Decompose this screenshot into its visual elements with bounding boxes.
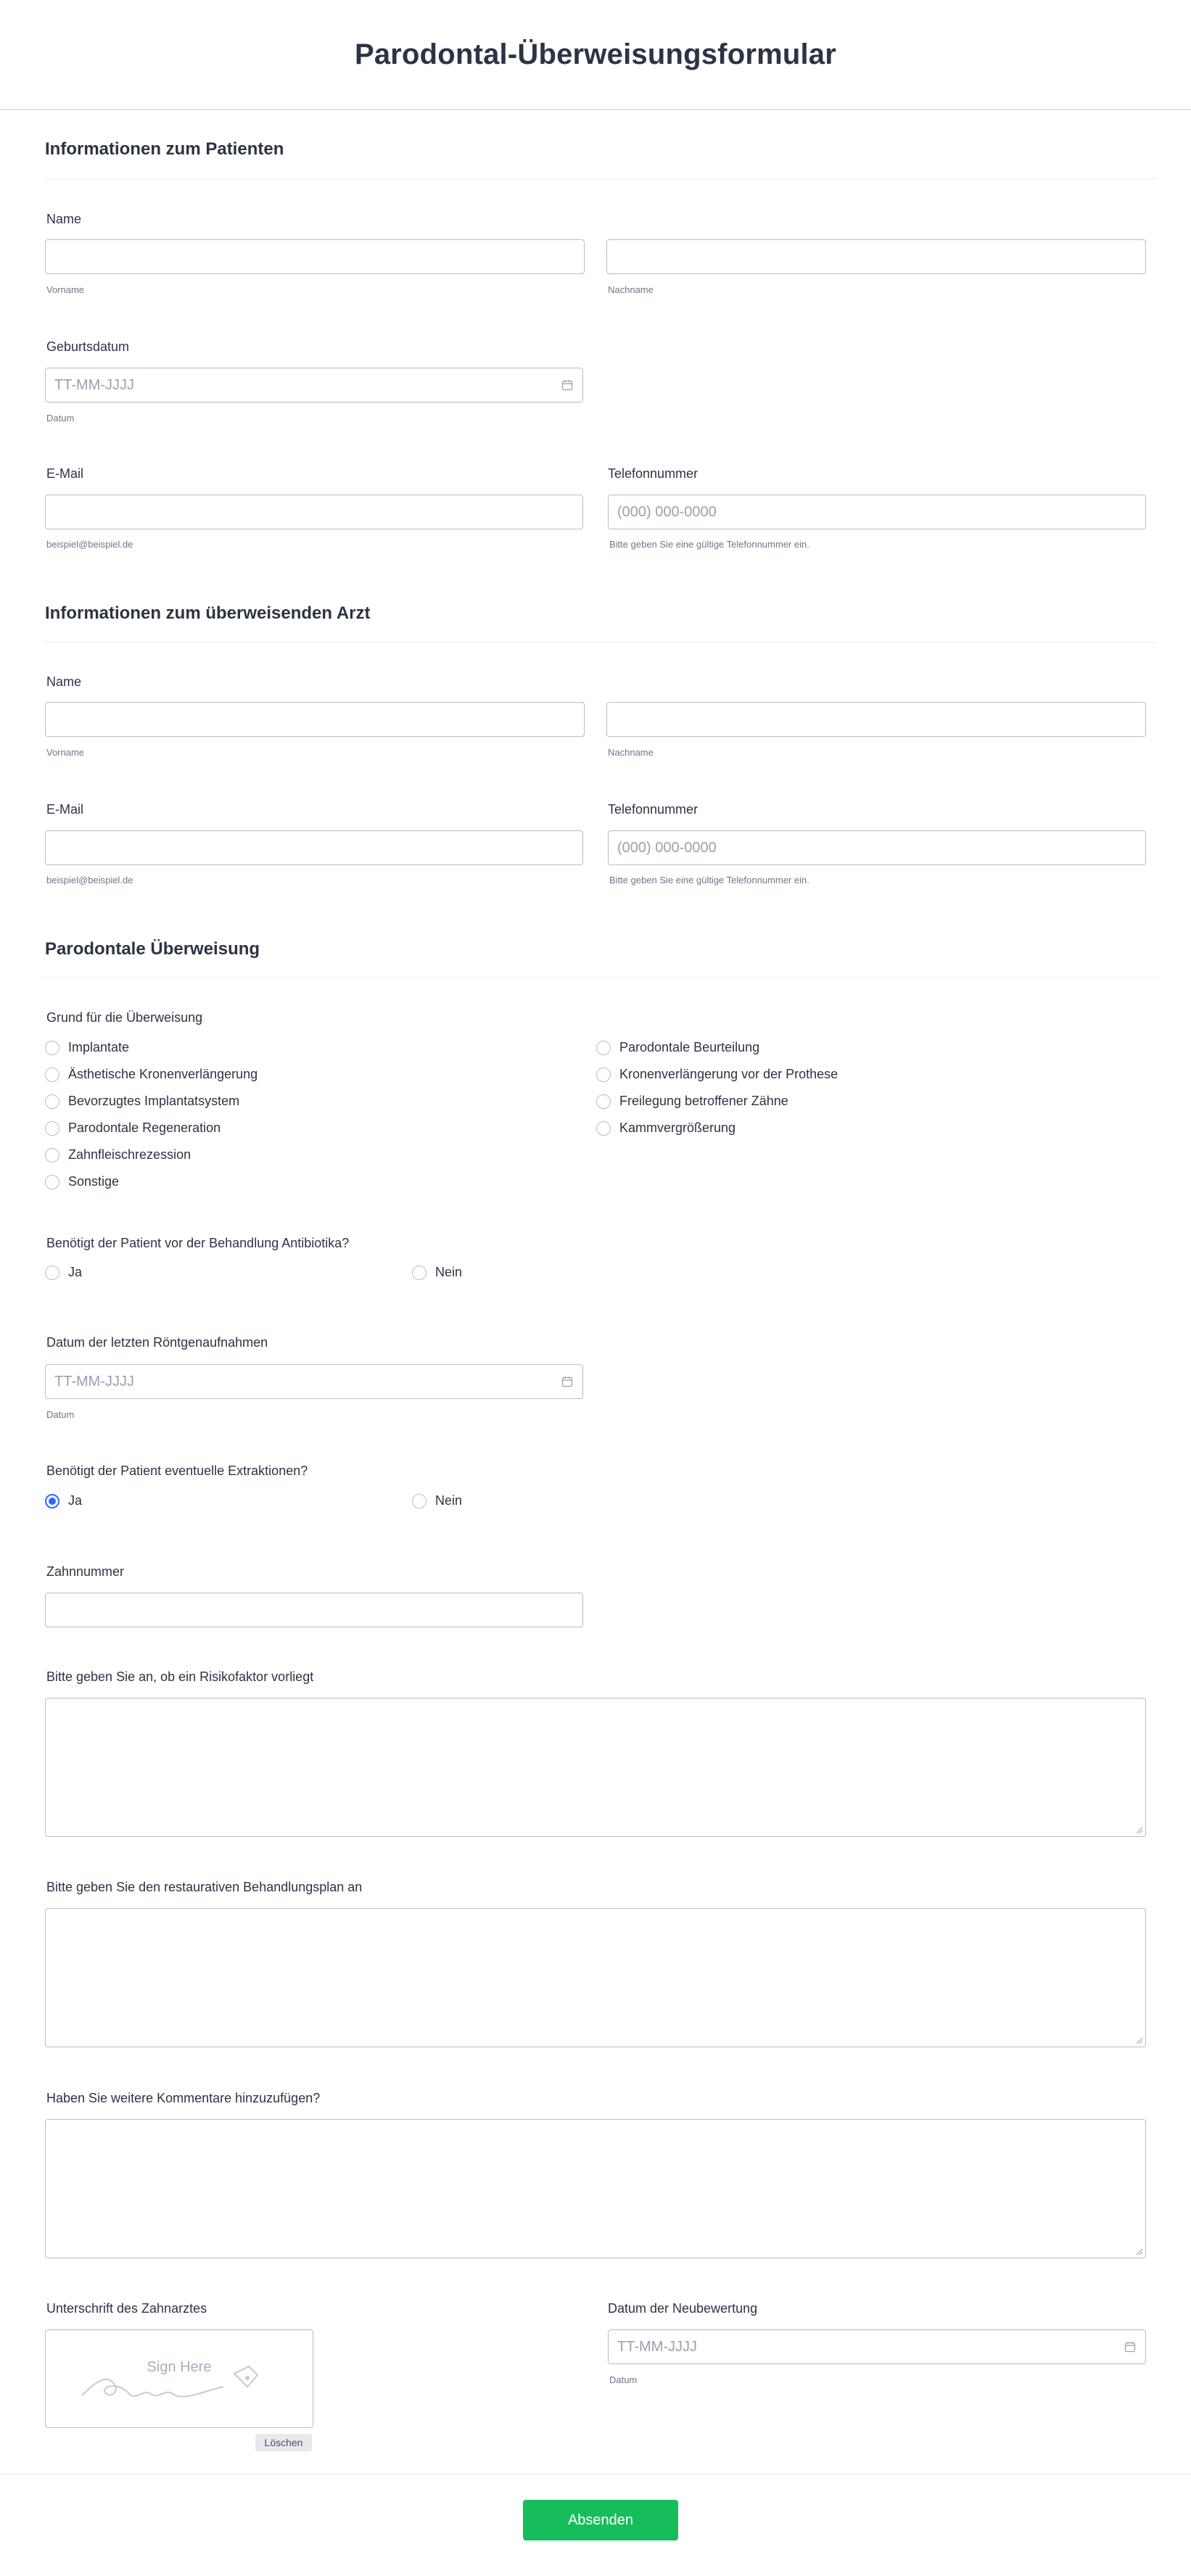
comments-label: Haben Sie weitere Kommentare hinzuzufügen? xyxy=(46,2091,321,2105)
radio-button-selected[interactable] xyxy=(45,1494,59,1508)
form-header xyxy=(0,0,1191,110)
reevaluation-date-input[interactable] xyxy=(608,2329,1146,2364)
section-title-patient: Informationen zum Patienten xyxy=(45,139,284,159)
patient-name-label: Name xyxy=(46,212,82,226)
patient-first-name-sublabel: Vorname xyxy=(46,284,85,295)
reason-option-label: Kronenverlängerung vor der Prothese xyxy=(619,1067,838,1081)
patient-phone-label: Telefonnummer xyxy=(608,466,698,481)
radio-button[interactable] xyxy=(45,1041,59,1055)
radio-button[interactable] xyxy=(45,1121,59,1136)
section-divider xyxy=(45,178,1158,179)
risk-factor-label: Bitte geben Sie an, ob ein Risikofaktor vorliegt xyxy=(46,1669,314,1684)
radio-button[interactable] xyxy=(45,1148,59,1163)
radio-button[interactable] xyxy=(45,1068,59,1082)
extractions-option-yes[interactable] xyxy=(45,1493,82,1508)
calendar-icon[interactable] xyxy=(1124,2341,1136,2353)
reason-option[interactable] xyxy=(45,1094,239,1109)
xray-date-input[interactable] xyxy=(45,1364,583,1399)
doctor-email-sublabel: beispiel@beispiel.de xyxy=(46,875,133,886)
radio-button[interactable] xyxy=(596,1121,611,1136)
reevaluation-date-sublabel: Datum xyxy=(609,2374,638,2385)
radio-button[interactable] xyxy=(412,1494,426,1508)
radio-button[interactable] xyxy=(596,1068,611,1082)
reason-option[interactable] xyxy=(45,1120,221,1136)
reason-option-label: Sonstige xyxy=(68,1174,120,1189)
reason-option-label: Parodontale Regeneration xyxy=(68,1120,221,1135)
radio-button[interactable] xyxy=(596,1041,611,1055)
patient-last-name-sublabel: Nachname xyxy=(608,284,654,295)
antibiotics-label: Benötigt der Patient vor der Behandlung Antibiotika? xyxy=(46,1236,350,1250)
radio-button[interactable] xyxy=(596,1094,611,1109)
signature-pad[interactable] xyxy=(45,2329,313,2428)
extractions-label: Benötigt der Patient eventuelle Extraktionen? xyxy=(46,1464,308,1478)
section-title-referral: Parodontale Überweisung xyxy=(45,939,260,959)
extractions-option-label: Nein xyxy=(435,1493,463,1508)
tooth-number-label: Zahnnummer xyxy=(46,1564,125,1579)
calendar-icon[interactable] xyxy=(561,1376,573,1387)
patient-phone-sublabel: Bitte geben Sie eine gültige Telefonnummer ein. xyxy=(609,539,809,550)
doctor-phone-label: Telefonnummer xyxy=(608,802,698,817)
reason-option-label: Implantate xyxy=(68,1040,130,1054)
resize-grip-icon[interactable] xyxy=(1136,2248,1143,2255)
patient-dob-input[interactable] xyxy=(45,368,583,402)
calendar-icon[interactable] xyxy=(561,379,573,391)
reevaluation-date-label: Datum der Neubewertung xyxy=(608,2301,758,2316)
doctor-email-label: E-Mail xyxy=(46,802,84,817)
extractions-option-no[interactable] xyxy=(412,1493,462,1508)
doctor-last-name-sublabel: Nachname xyxy=(608,747,654,758)
antibiotics-option-no[interactable] xyxy=(412,1265,462,1280)
patient-phone-input[interactable] xyxy=(608,495,1146,529)
patient-email-sublabel: beispiel@beispiel.de xyxy=(46,539,133,550)
radio-button[interactable] xyxy=(45,1266,59,1280)
reason-option[interactable] xyxy=(596,1040,759,1055)
antibiotics-option-label: Nein xyxy=(435,1265,463,1279)
patient-first-name-input[interactable] xyxy=(45,239,585,274)
doctor-email-input[interactable] xyxy=(45,830,583,865)
risk-factor-textarea[interactable] xyxy=(45,1698,1146,1837)
clear-signature-button[interactable]: Löschen xyxy=(255,2434,312,2451)
radio-button[interactable] xyxy=(45,1094,59,1109)
xray-date-sublabel: Datum xyxy=(46,1409,75,1420)
antibiotics-option-label: Ja xyxy=(68,1265,83,1279)
signature-label: Unterschrift des Zahnarztes xyxy=(46,2301,207,2316)
extractions-option-label: Ja xyxy=(68,1493,83,1508)
treatment-plan-textarea[interactable] xyxy=(45,1908,1146,2047)
doctor-name-label: Name xyxy=(46,674,82,689)
patient-dob-sublabel: Datum xyxy=(46,413,75,424)
reason-option[interactable] xyxy=(45,1067,257,1082)
section-title-doctor: Informationen zum überweisenden Arzt xyxy=(45,603,371,623)
reason-option[interactable] xyxy=(596,1120,735,1136)
doctor-first-name-input[interactable] xyxy=(45,702,585,737)
section-divider xyxy=(45,642,1158,643)
reason-option-label: Bevorzugtes Implantatsystem xyxy=(68,1094,240,1108)
reason-option[interactable] xyxy=(596,1094,788,1109)
patient-email-label: E-Mail xyxy=(46,466,84,481)
reason-option-label: Freilegung betroffener Zähne xyxy=(619,1094,788,1108)
resize-grip-icon[interactable] xyxy=(1136,1827,1143,1834)
reason-option[interactable] xyxy=(45,1040,129,1055)
resize-grip-icon[interactable] xyxy=(1136,2037,1143,2044)
patient-last-name-input[interactable] xyxy=(606,239,1146,274)
doctor-phone-sublabel: Bitte geben Sie eine gültige Telefonnummer ein. xyxy=(609,875,809,886)
patient-dob-label: Geburtsdatum xyxy=(46,339,130,354)
reason-label: Grund für die Überweisung xyxy=(46,1010,203,1025)
doctor-first-name-sublabel: Vorname xyxy=(46,747,85,758)
reason-option-label: Kammvergrößerung xyxy=(619,1120,736,1135)
reason-option-label: Ästhetische Kronenverlängerung xyxy=(68,1067,258,1081)
reason-option-label: Parodontale Beurteilung xyxy=(619,1040,760,1054)
radio-button[interactable] xyxy=(45,1175,59,1189)
reason-option-label: Zahnfleischrezession xyxy=(68,1147,191,1162)
xray-date-label: Datum der letzten Röntgenaufnahmen xyxy=(46,1335,268,1350)
tooth-number-input[interactable] xyxy=(45,1593,583,1627)
submit-button[interactable]: Absenden xyxy=(523,2500,678,2540)
comments-textarea[interactable] xyxy=(45,2119,1146,2258)
radio-button[interactable] xyxy=(412,1266,426,1280)
antibiotics-option-yes[interactable] xyxy=(45,1265,82,1280)
form-title: Parodontal-Überweisungsformular xyxy=(354,38,837,70)
treatment-plan-label: Bitte geben Sie den restaurativen Behandlungsplan an xyxy=(46,1880,363,1894)
reason-option[interactable] xyxy=(45,1147,191,1163)
doctor-last-name-input[interactable] xyxy=(606,702,1146,737)
doctor-phone-input[interactable] xyxy=(608,830,1146,865)
signature-placeholder: Sign Here xyxy=(147,2359,212,2375)
reason-option[interactable] xyxy=(596,1067,838,1082)
patient-email-input[interactable] xyxy=(45,495,583,529)
reason-option[interactable] xyxy=(45,1174,119,1189)
